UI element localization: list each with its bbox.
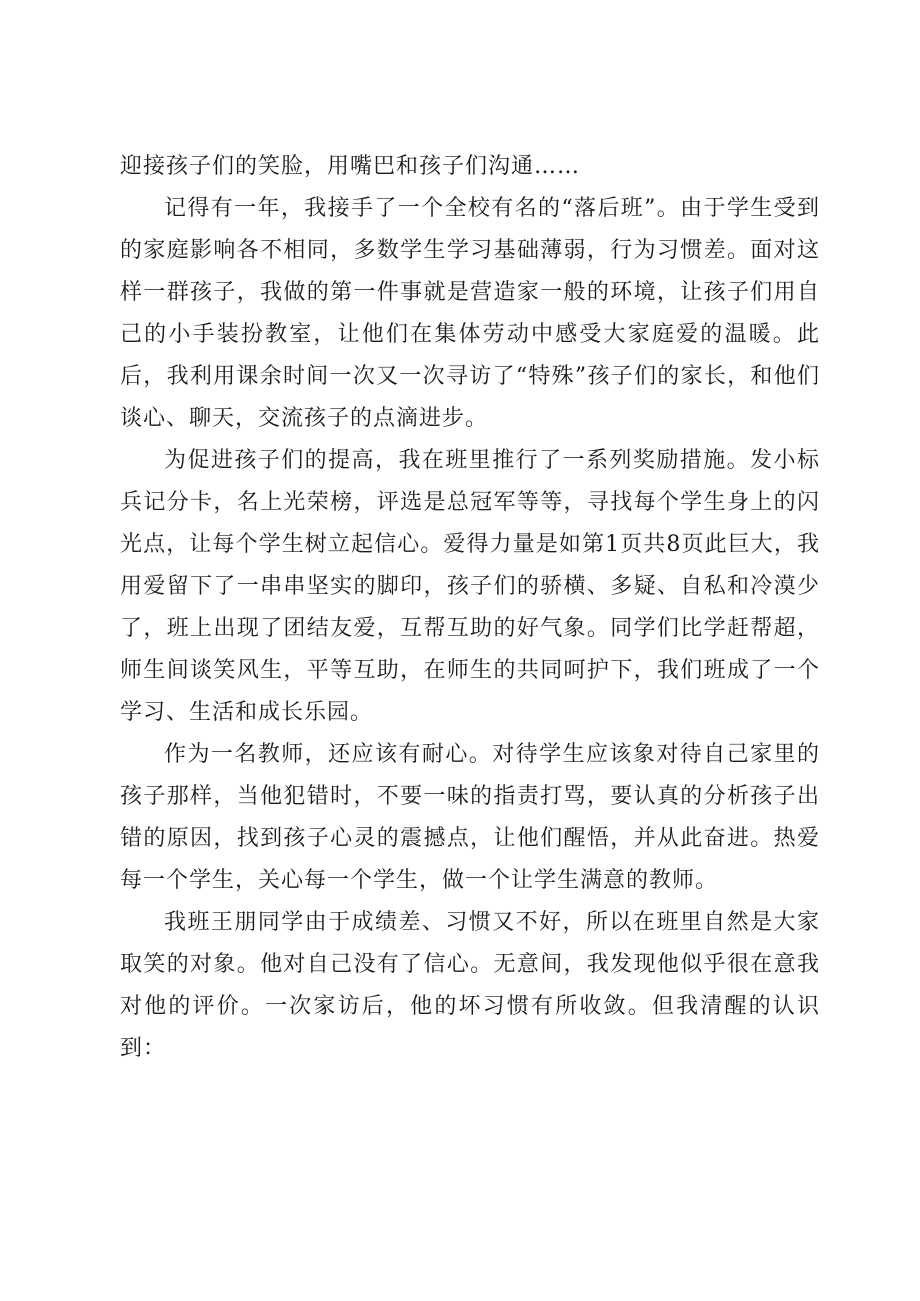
paragraph-continuation: 迎接孩子们的笑脸，用嘴巴和孩子们沟通…… [120,154,581,179]
paragraph-patience: 作为一名教师，还应该有耐心。对待学生应该象对待自己家里的孩子那样，当他犯错时，不要一味的指责打骂，要认真的分析孩子出错的原因，找到孩子心灵的震撼点，让他们醒悟，并从此奋进。热爱每一个学生，关心每一个学生，做一个让学生满意的教师。 [120,742,820,893]
document-body [120,146,820,1070]
paragraph-wang-peng: 我班王朋同学由于成绩差、习惯又不好，所以在班里自然是大家取笑的对象。他对自己没有了信心。无意间，我发现他似乎很在意我对他的评价。一次家访后，他的坏习惯有所收敛。但我清醒的认识到： [120,910,820,1061]
paragraph-backward-class: 记得有一年，我接手了一个全校有名的“落后班”。由于学生受到的家庭影响各不相同，多数学生学习基础薄弱，行为习惯差。面对这样一群孩子，我做的第一件事就是营造家一般的环境，让孩子们用自己的小手装扮教室，让他们在集体劳动中感受大家庭爱的温暖。此后，我利用课余时间一次又一次寻访了“特殊”孩子们的家长，和他们谈心、聊天，交流孩子的点滴进步。 [120,196,820,431]
paragraph-rewards: 为促进孩子们的提高，我在班里推行了一系列奖励措施。发小标兵记分卡，名上光荣榜，评选是总冠军等等，寻找每个学生身上的闪光点，让每个学生树立起信心。爱得力量是如第1页共8页此巨大，我用爱留下了一串串坚实的脚印，孩子们的骄横、多疑、自私和冷漠少了，班上出现了团结友爱，互帮互助的好气象。同学们比学赶帮超，师生间谈笑风生，平等互助，在师生的共同呵护下，我们班成了一个学习、生活和成长乐园。 [120,448,820,725]
